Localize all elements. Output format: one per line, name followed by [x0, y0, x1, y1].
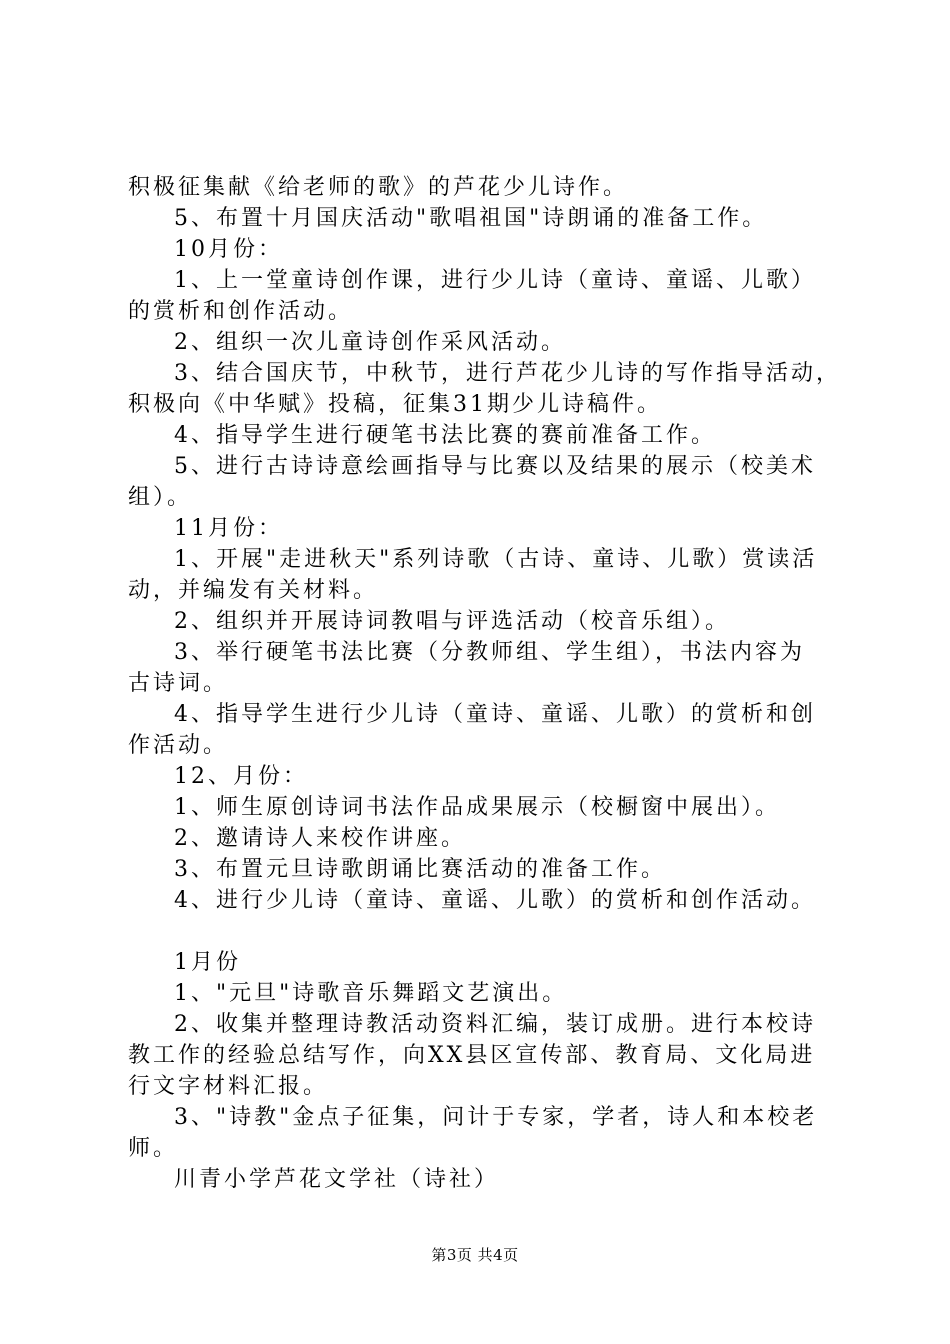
text-line: 3、布置元旦诗歌朗诵比赛活动的准备工作。 — [174, 857, 666, 882]
text-line: 古诗词。 — [128, 671, 229, 696]
text-line: 5、进行古诗诗意绘画指导与比赛以及结果的展示（校美术 — [174, 454, 816, 479]
text-line: 3、举行硬笔书法比赛（分教师组、学生组），书法内容为 — [174, 640, 805, 665]
text-line: 4、指导学生进行少儿诗（童诗、童谣、儿歌）的赏析和创 — [174, 702, 816, 727]
text-line: 1、师生原创诗词书法作品成果展示（校橱窗中展出）。 — [174, 795, 780, 820]
text-line: 2、邀请诗人来校作讲座。 — [174, 826, 466, 851]
text-line: 川青小学芦花文学社（诗社） — [174, 1167, 500, 1192]
text-line: 行文字材料汇报。 — [128, 1074, 329, 1099]
text-line: 积极向《中华赋》投稿，征集31期少儿诗稿件。 — [128, 392, 662, 417]
text-line: 2、组织并开展诗词教唱与评选活动（校音乐组）。 — [174, 609, 730, 634]
text-line: 积极征集献《给老师的歌》的芦花少儿诗作。 — [128, 175, 629, 200]
page-footer: 第3页 共4页 — [431, 1246, 519, 1264]
text-line: 教工作的经验总结写作，向XX县区宣传部、教育局、文化局进 — [128, 1043, 816, 1068]
text-line: 3、"诗教"金点子征集，问计于专家，学者，诗人和本校老 — [174, 1105, 818, 1130]
document-body — [128, 172, 841, 1195]
text-line: 1月份 — [174, 950, 241, 975]
text-line: 2、收集并整理诗教活动资料汇编，装订成册。进行本校诗 — [174, 1012, 816, 1037]
blank-line — [128, 916, 833, 947]
text-line: 5、布置十月国庆活动"歌唱祖国"诗朗诵的准备工作。 — [174, 206, 768, 231]
text-line: 10月份： — [174, 237, 283, 262]
text-line: 1、开展"走进秋天"系列诗歌（古诗、童诗、儿歌）赏读活 — [174, 547, 818, 572]
text-line: 师。 — [128, 1136, 179, 1161]
text-line: 1、"元旦"诗歌音乐舞蹈文艺演出。 — [174, 981, 568, 1006]
text-line: 11月份： — [174, 516, 283, 541]
text-line: 3、结合国庆节，中秋节，进行芦花少儿诗的写作指导活动， — [174, 361, 841, 386]
text-line: 2、组织一次儿童诗创作采风活动。 — [174, 330, 566, 355]
text-line: 4、指导学生进行硬笔书法比赛的赛前准备工作。 — [174, 423, 716, 448]
text-line: 1、上一堂童诗创作课，进行少儿诗（童诗、童谣、儿歌） — [174, 268, 816, 293]
text-line: 12、月份： — [174, 764, 308, 789]
text-line: 动，并编发有关材料。 — [128, 578, 379, 603]
text-line: 4、进行少儿诗（童诗、童谣、儿歌）的赏析和创作活动。 — [174, 888, 816, 913]
text-line: 组）。 — [128, 485, 193, 510]
text-line: 作活动。 — [128, 733, 229, 758]
text-line: 的赏析和创作活动。 — [128, 299, 354, 324]
